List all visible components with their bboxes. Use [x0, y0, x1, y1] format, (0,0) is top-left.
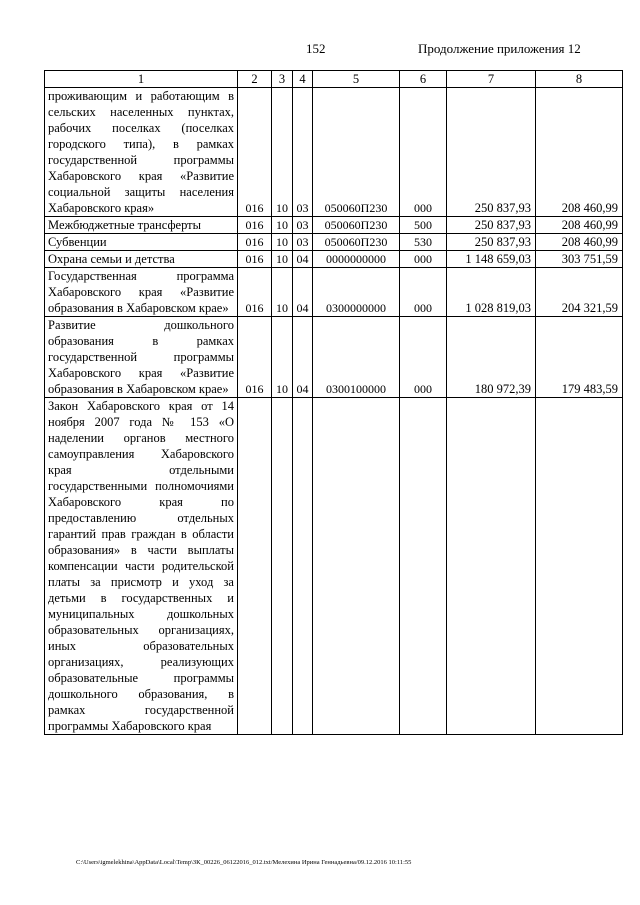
column-header: 8	[536, 71, 623, 88]
row-name: Государственная программа Хабаровского края «Развитие образования в Хабаровском крае»	[45, 268, 238, 317]
row-name: Субвенции	[45, 234, 238, 251]
table-row	[45, 234, 623, 251]
executed-amount: 179 483,59	[536, 317, 623, 398]
planned-amount: 250 837,93	[447, 217, 536, 234]
section-code: 10	[272, 234, 293, 251]
table-row	[45, 398, 623, 735]
target-article-code: 050060П230	[313, 234, 400, 251]
target-article-code	[313, 398, 400, 735]
file-path-footer: C:\Users\igmelekhina\AppData\Local\Temp\ЗК_00226_06122016_012.txt/Мелехина Ирина Геннадьевна/09.12.2016 10:11:55	[76, 859, 412, 866]
planned-amount: 1 028 819,03	[447, 268, 536, 317]
target-article-code: 050060П230	[313, 217, 400, 234]
executed-amount: 208 460,99	[536, 234, 623, 251]
column-header: 3	[272, 71, 293, 88]
expense-type-code: 500	[400, 217, 447, 234]
table-row	[45, 217, 623, 234]
target-article-code: 0300100000	[313, 317, 400, 398]
expense-type-code: 530	[400, 234, 447, 251]
ministry-code: 016	[238, 251, 272, 268]
ministry-code: 016	[238, 88, 272, 217]
column-header: 4	[293, 71, 313, 88]
expense-type-code: 000	[400, 317, 447, 398]
table-row	[45, 251, 623, 268]
ministry-code: 016	[238, 268, 272, 317]
column-header: 6	[400, 71, 447, 88]
ministry-code: 016	[238, 217, 272, 234]
subsection-code	[293, 398, 313, 735]
subsection-code: 04	[293, 317, 313, 398]
section-code: 10	[272, 317, 293, 398]
table-row	[45, 317, 623, 398]
executed-amount: 208 460,99	[536, 88, 623, 217]
target-article-code: 0300000000	[313, 268, 400, 317]
row-name: Развитие дошкольного образования в рамках государственной программы Хабаровского края «Развитие образования в Хабаровском крае»	[45, 317, 238, 398]
ministry-code: 016	[238, 317, 272, 398]
column-header: 1	[45, 71, 238, 88]
row-name: Охрана семьи и детства	[45, 251, 238, 268]
appendix-label: Продолжение приложения 12	[418, 41, 581, 56]
expense-type-code	[400, 398, 447, 735]
expense-type-code: 000	[400, 268, 447, 317]
target-article-code: 050060П230	[313, 88, 400, 217]
budget-table	[44, 70, 623, 735]
expense-type-code: 000	[400, 88, 447, 217]
table-header-row	[45, 71, 623, 88]
section-code: 10	[272, 88, 293, 217]
subsection-code: 03	[293, 234, 313, 251]
row-name: проживающим и работающим в сельских населенных пунктах, рабочих поселках (поселках городского типа), в рамках государственной программы Хабаровского края «Развитие социальной защиты населения Хабаровского края»	[45, 88, 238, 217]
subsection-code: 03	[293, 217, 313, 234]
row-name: Межбюджетные трансферты	[45, 217, 238, 234]
executed-amount	[536, 398, 623, 735]
row-name: Закон Хабаровского края от 14 ноября 2007 года № 153 «О наделении органов местного самоуправления Хабаровского края отдельными государственными полномочиями Хабаровского края по предоставлению отдельных гарантий прав граждан в области образования» в части выплаты компенсации части родительской платы за присмотр и уход за детьми в государственных и муниципальных дошкольных образовательных организациях, иных образовательных организациях, реализующих образовательные программы дошкольного образования, в рамках государственной программы Хабаровского края	[45, 398, 238, 735]
section-code	[272, 398, 293, 735]
table-row	[45, 268, 623, 317]
table-row	[45, 88, 623, 217]
target-article-code: 0000000000	[313, 251, 400, 268]
executed-amount: 204 321,59	[536, 268, 623, 317]
executed-amount: 303 751,59	[536, 251, 623, 268]
column-header: 7	[447, 71, 536, 88]
page-number: 152	[306, 41, 326, 56]
subsection-code: 04	[293, 268, 313, 317]
section-code: 10	[272, 268, 293, 317]
column-header: 5	[313, 71, 400, 88]
planned-amount: 180 972,39	[447, 317, 536, 398]
planned-amount: 1 148 659,03	[447, 251, 536, 268]
section-code: 10	[272, 217, 293, 234]
ministry-code: 016	[238, 234, 272, 251]
section-code: 10	[272, 251, 293, 268]
expense-type-code: 000	[400, 251, 447, 268]
ministry-code	[238, 398, 272, 735]
planned-amount: 250 837,93	[447, 88, 536, 217]
column-header: 2	[238, 71, 272, 88]
executed-amount: 208 460,99	[536, 217, 623, 234]
planned-amount	[447, 398, 536, 735]
subsection-code: 04	[293, 251, 313, 268]
subsection-code: 03	[293, 88, 313, 217]
planned-amount: 250 837,93	[447, 234, 536, 251]
